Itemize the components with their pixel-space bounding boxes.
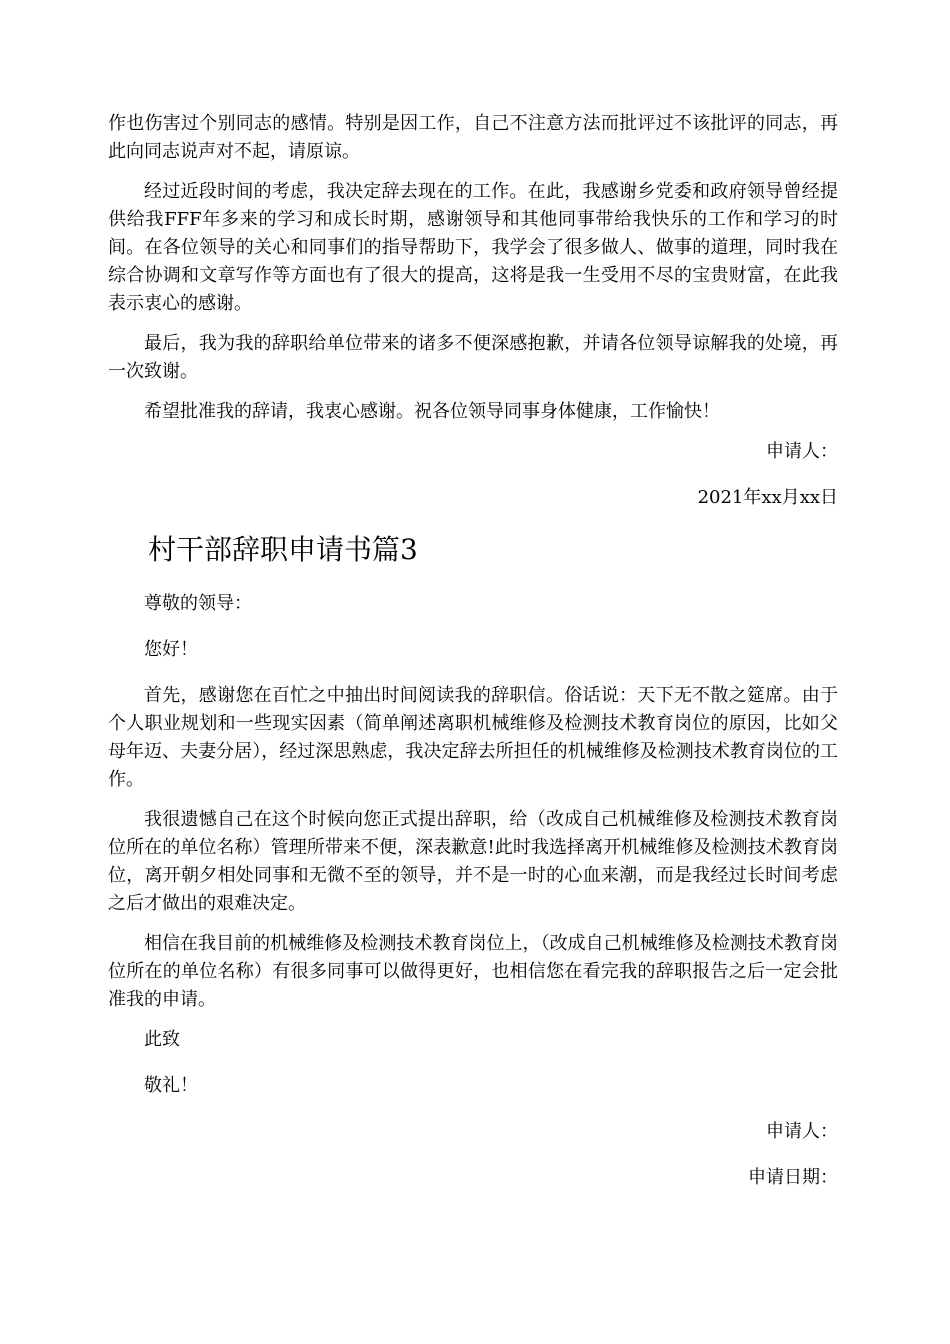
paragraph-continued: 作也伤害过个别同志的感情。特别是因工作，自己不注意方法而批评过不该批评的同志，再此向同志说声对不起，请原谅。 [108, 113, 838, 162]
signature-applicant-2: 申请人： [766, 1121, 838, 1142]
paragraph: 希望批准我的辞请，我衷心感谢。祝各位领导同事身体健康，工作愉快！ [144, 401, 720, 422]
salutation: 尊敬的领导： [144, 593, 252, 614]
paragraph: 经过近段时间的考虑，我决定辞去现在的工作。在此，我感谢乡党委和政府领导曾经提供给我FFF年多来的学习和成长时期，感谢领导和其他同事带给我快乐的工作和学习的时间。在各位领导的关心和同事们的指导帮助下，我学会了很多做人、做事的道理，同时我在综合协调和文章写作等方面也有了很大的提高，这将是我一生受用不尽的宝贵财富，在此我表示衷心的感谢。 [108, 181, 838, 314]
closing-jing-li: 敬礼！ [144, 1075, 198, 1096]
section-title: 村干部辞职申请书篇3 [148, 533, 418, 566]
greeting: 您好！ [144, 639, 198, 660]
paragraph: 相信在我目前的机械维修及检测技术教育岗位上，（改成自己机械维修及检测技术教育岗位所在的单位名称）有很多同事可以做得更好，也相信您在看完我的辞职报告之后一定会批准我的申请。 [108, 933, 838, 1010]
signature-date: 2021年xx月xx日 [697, 487, 838, 508]
document-body [108, 110, 838, 1210]
paragraph: 我很遗憾自己在这个时候向您正式提出辞职，给（改成自己机械维修及检测技术教育岗位所在的单位名称）管理所带来不便，深表歉意!此时我选择离开机械维修及检测技术教育岗位，离开朝夕相处同事和无微不至的领导，并不是一时的心血来潮，而是我经过长时间考虑之后才做出的艰难决定。 [108, 809, 838, 914]
paragraph: 最后，我为我的辞职给单位带来的诸多不便深感抱歉，并请各位领导谅解我的处境，再一次致谢。 [108, 333, 838, 382]
application-date-label: 申请日期： [748, 1167, 838, 1188]
paragraph: 首先，感谢您在百忙之中抽出时间阅读我的辞职信。俗话说：天下无不散之筵席。由于个人职业规划和一些现实因素（简单阐述离职机械维修及检测技术教育岗位的原因，比如父母年迈、夫妻分居），经过深思熟虑，我决定辞去所担任的机械维修及检测技术教育岗位的工作。 [108, 685, 838, 790]
signature-applicant: 申请人： [766, 441, 838, 462]
closing-ci-zhi: 此致 [144, 1029, 180, 1050]
